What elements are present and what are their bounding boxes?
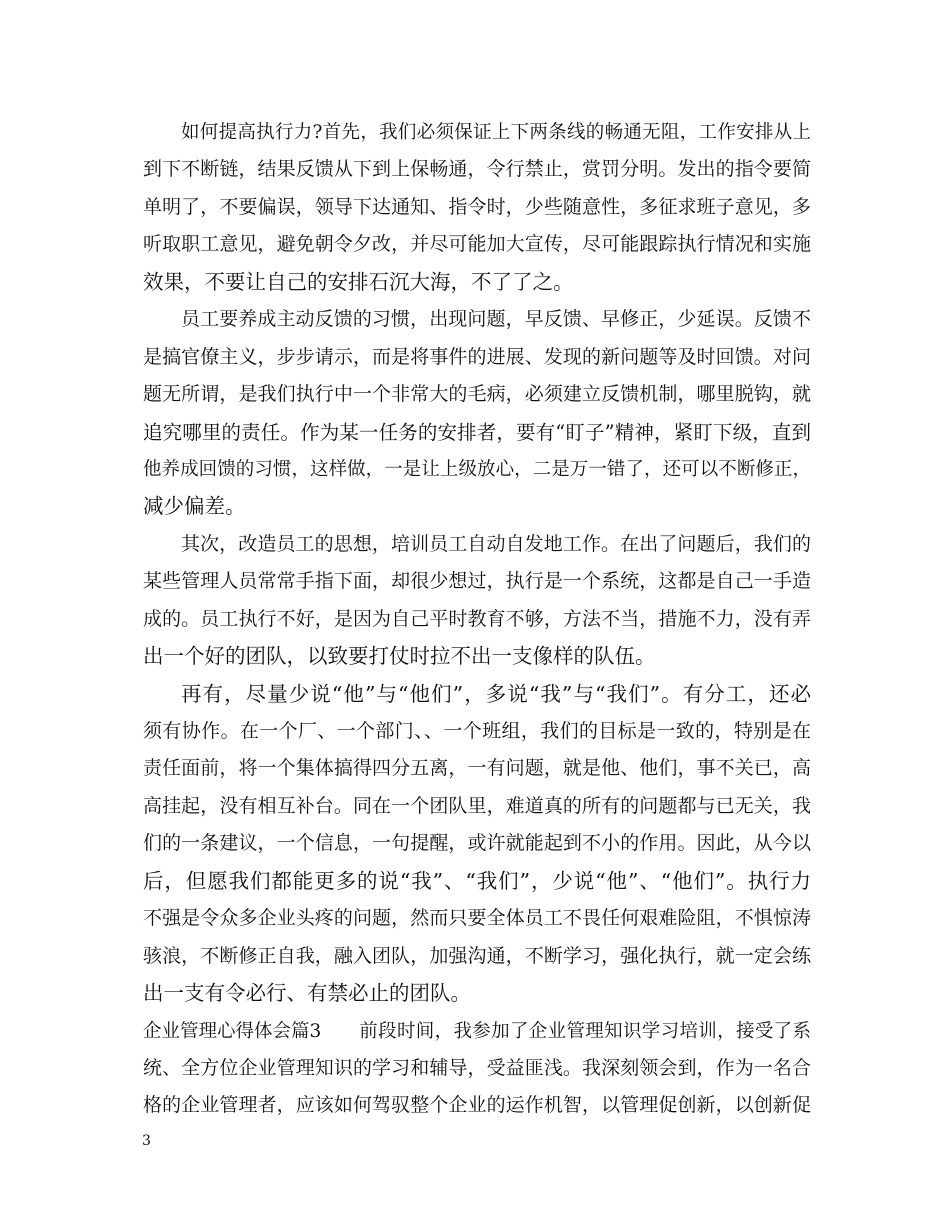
text-line: 出一个好的团队，以致要打仗时拉不出一支像样的队伍。: [143, 644, 656, 669]
text-line: 格的企业管理者，应该如何驾驭整个企业的运作机智，以管理促创新，以创新促: [143, 1094, 811, 1117]
section: [143, 1013, 811, 1125]
paragraph: [143, 676, 811, 1013]
text-line: 责任面前，将一个集体搞得四分五离，一有问题，就是他、他们，事不关已，高: [143, 757, 811, 780]
section-heading: 企业管理心得体会篇3: [143, 1020, 322, 1042]
paragraph: [143, 114, 811, 301]
text-line: 出一支有令必行、有禁必止的团队。: [143, 981, 471, 1006]
paragraph: [143, 301, 811, 526]
text-line: 如何提高执行力?首先，我们必须保证上下两条线的畅通无阻，工作安排从上: [181, 122, 811, 143]
text-line: 效果，不要让自己的安排石沉大海，不了了之。: [143, 269, 574, 294]
section-heading-line: [143, 1013, 811, 1050]
text-line: 前段时间，我参加了企业管理知识学习培训，接受了系: [359, 1020, 811, 1042]
text-line: 统、全方位企业管理知识的学习和辅导，受益匪浅。我深刻领会到，作为一名合: [143, 1056, 811, 1079]
text-line: 减少偏差。: [143, 494, 246, 519]
text-line: 到下不断链，结果反馈从下到上保畅通，令行禁止，赏罚分明。发出的指令要简: [143, 158, 811, 181]
text-line: 们的一条建议，一个信息，一句提醒，或许就能起到不小的作用。因此，从今以: [143, 832, 811, 855]
text-line: 追究哪里的责任。作为某一任务的安排者，要有“盯子”精神，紧盯下级，直到: [143, 420, 811, 444]
text-line: 是搞官僚主义，步步请示，而是将事件的进展、发现的新问题等及时回馈。对问: [143, 345, 811, 368]
text-line: 题无所谓，是我们执行中一个非常大的毛病，必须建立反馈机制，哪里脱钩，就: [143, 383, 811, 406]
text-line: 后，但愿我们都能更多的说“我”、“我们”，少说“他”、“他们”。执行力: [143, 868, 811, 893]
text-line: 再有，尽量少说“他”与“他们”，多说“我”与“我们”。有分工，还必: [181, 681, 811, 706]
text-line: 其次，改造员工的思想，培训员工自动自发地工作。在出了问题后，我们的: [181, 532, 811, 555]
document-body: [143, 114, 811, 1125]
text-line: 成的。员工执行不好，是因为自己平时教育不够，方法不当，措施不力，没有弄: [143, 607, 811, 630]
text-line: 某些管理人员常常手指下面，却很少想过，执行是一个系统，这都是自己一手造: [143, 570, 811, 593]
page-number: 3: [142, 1133, 151, 1149]
paragraph: [143, 526, 811, 676]
text-line: 骇浪，不断修正自我，融入团队，加强沟通，不断学习，强化执行，就一定会练: [143, 944, 811, 967]
text-line: 须有协作。在一个厂、一个部门、、一个班组，我们的目标是一致的，特别是在: [143, 720, 811, 742]
heading-gap: [321, 1013, 359, 1050]
text-line: 他养成回馈的习惯，这样做，一是让上级放心，二是万一错了，还可以不断修正，: [143, 458, 811, 480]
text-line: 员工要养成主动反馈的习惯，出现问题，早反馈、早修正，少延误。反馈不: [181, 308, 811, 331]
text-line: 不强是令众多企业头疼的问题，然而只要全体员工不畏任何艰难险阻，不惧惊涛: [143, 907, 811, 930]
text-line: 听取职工意见，避免朝令夕改，并尽可能加大宣传，尽可能跟踪执行情况和实施: [143, 233, 811, 256]
text-line: 高挂起，没有相互补台。同在一个团队里，难道真的所有的问题都与已无关，我: [143, 794, 811, 817]
text-line: 单明了，不要偏误，领导下达通知、指令时，少些随意性，多征求班子意见，多: [143, 195, 811, 218]
